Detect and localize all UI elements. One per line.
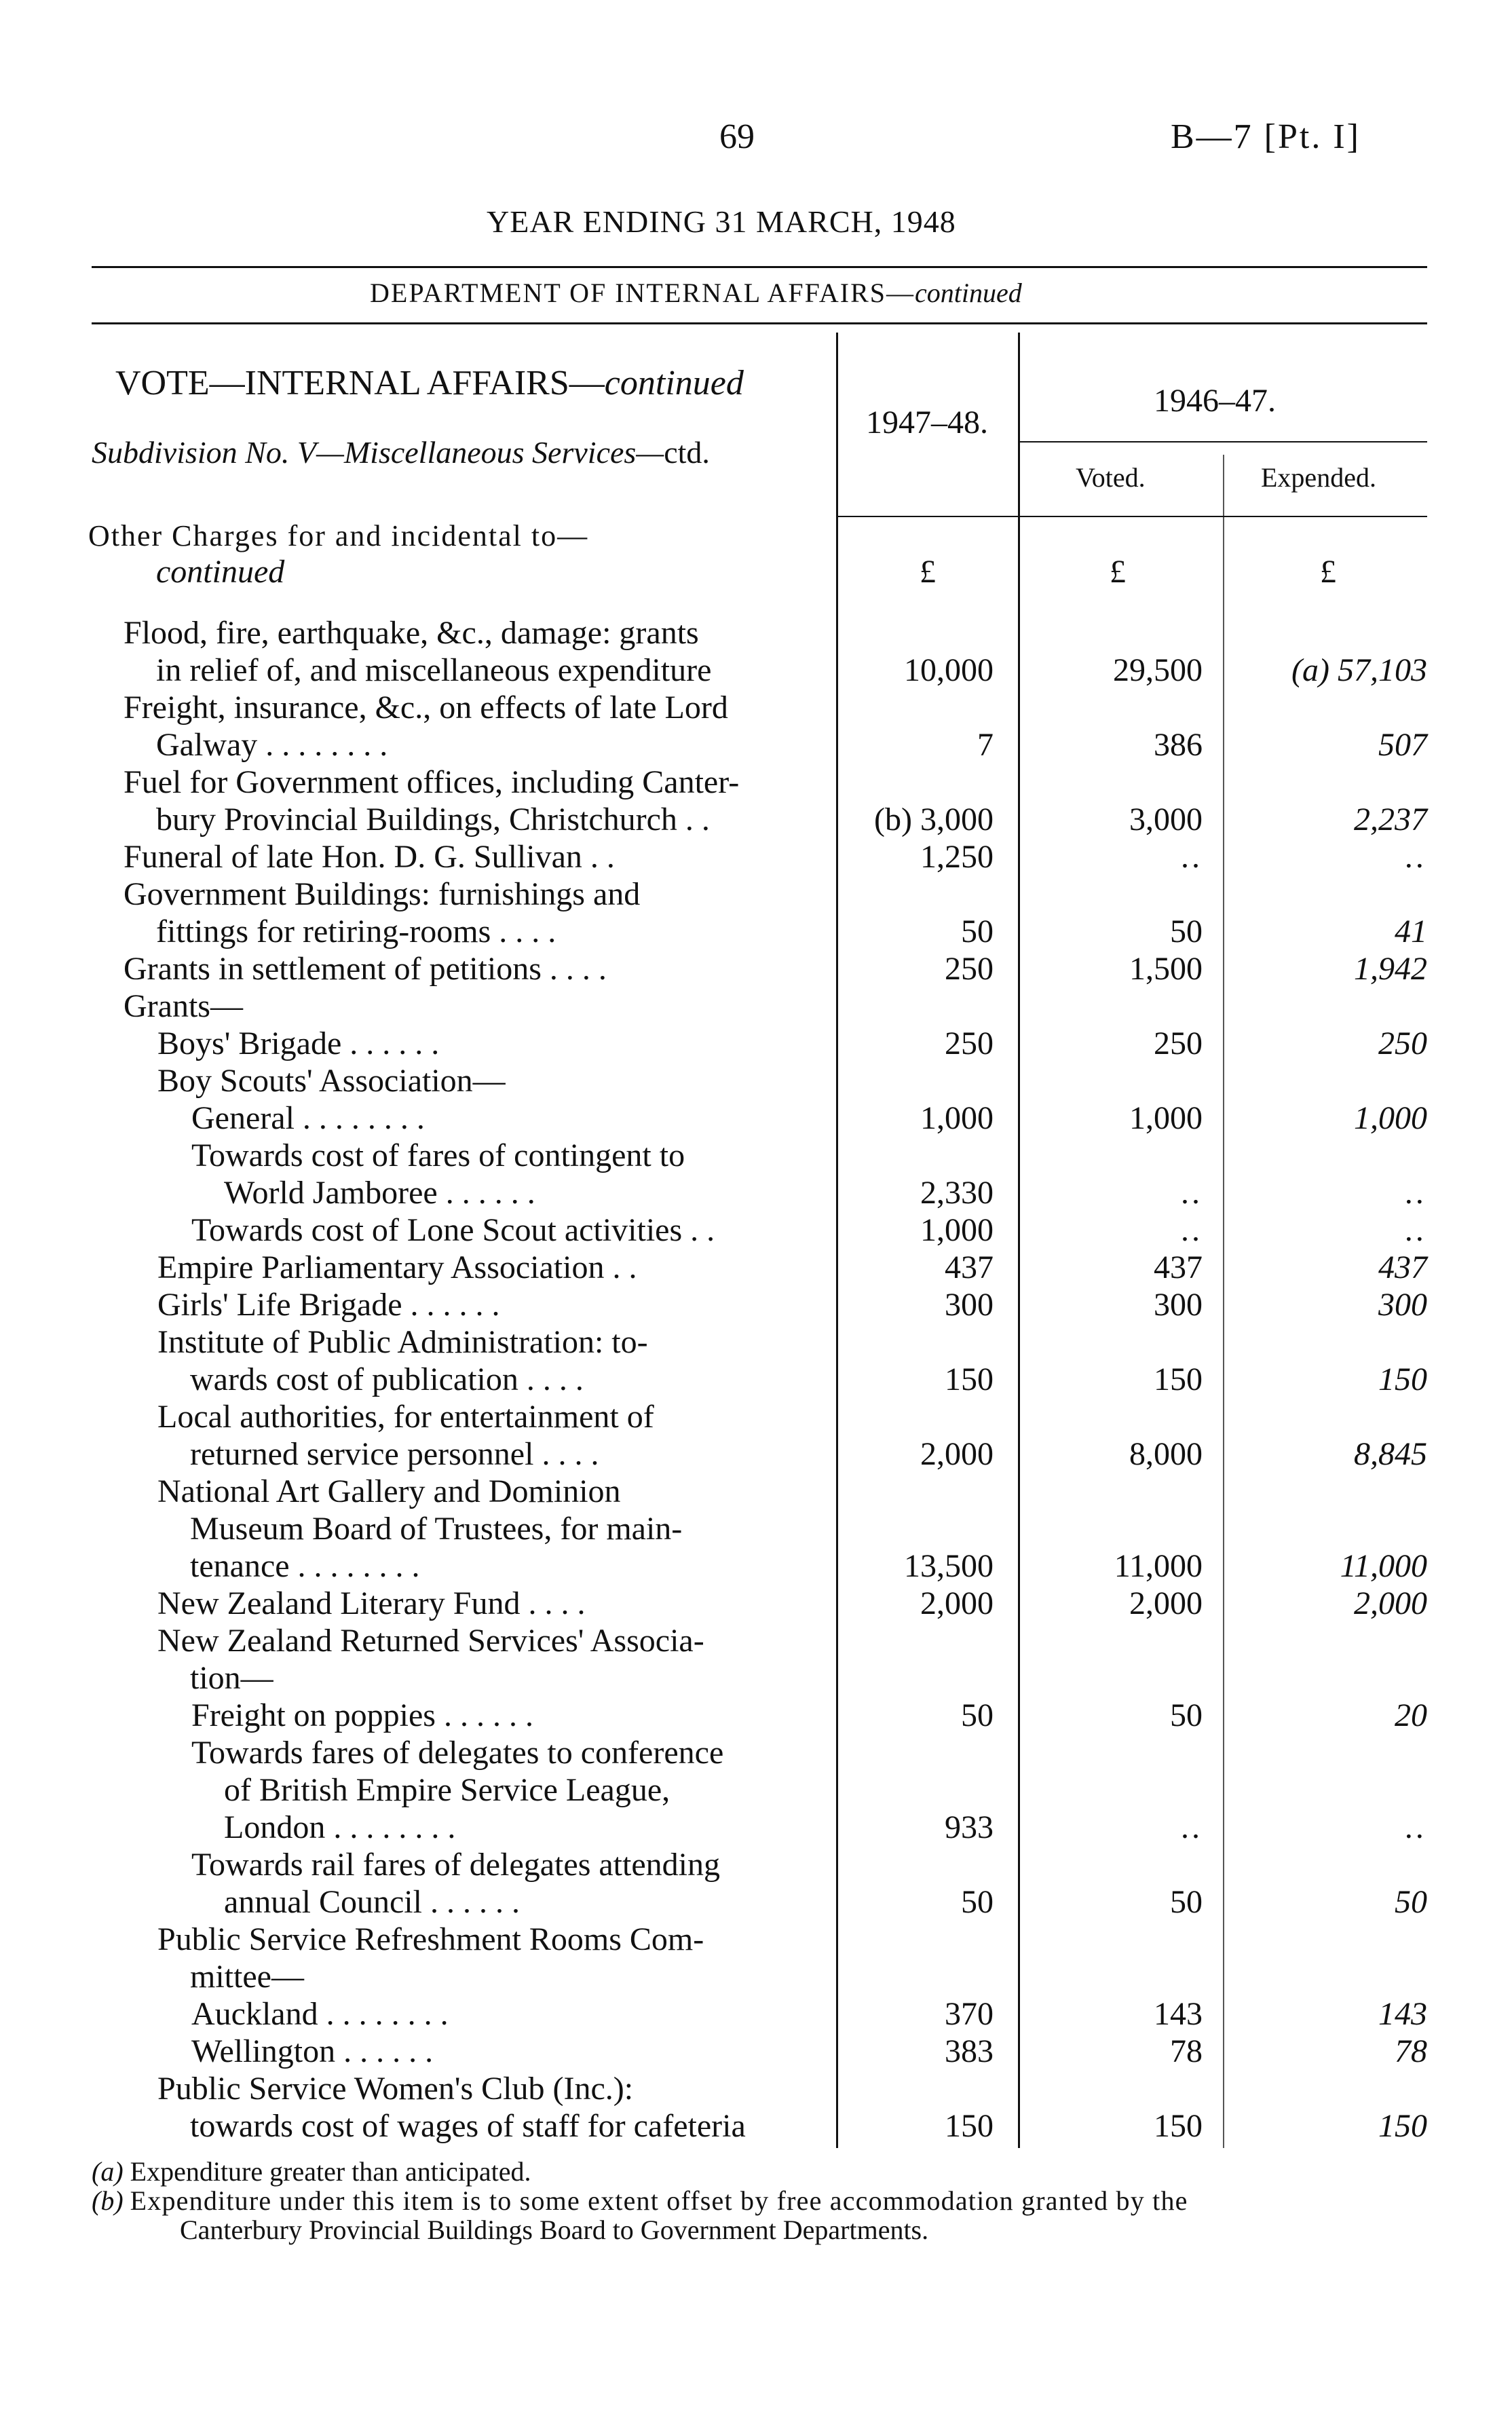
row-1-expended: 507 [1378,727,1427,763]
footnote-b [92,2185,1429,2217]
row-20-v1947: 933 [945,1809,994,1845]
row-14-description-line-1: wards cost of publication . . . . [190,1361,584,1397]
footnote-a-mark: (a) [92,2156,124,2187]
row-13-v1947: 300 [945,1287,994,1323]
row-0-voted: 29,500 [1113,652,1203,688]
row-23-expended: 143 [1378,1996,1427,2032]
row-12-voted: 437 [1154,1249,1203,1285]
page-number: 69 [719,117,755,156]
row-17-voted: 2,000 [1129,1585,1203,1621]
vote-continued: continued [604,364,744,402]
row-15-expended: 8,845 [1354,1436,1427,1472]
column-header-1947-48: 1947–48. [866,404,988,440]
rule-under-colheads [836,516,1427,517]
row-15-description-line-0: Local authorities, for entertainment of [157,1399,654,1435]
footnote-a-text: Expenditure greater than anticipated. [130,2156,531,2187]
row-13-voted: 300 [1154,1287,1203,1323]
row-9-expended: 1,000 [1354,1100,1427,1136]
row-16-description-line-2: tenance . . . . . . . . [190,1548,420,1584]
row-3-v1947: 1,250 [920,839,994,875]
department-continued: continued [915,278,1022,308]
subdivision-title: Subdivision No. V—Miscellaneous Services— [92,435,664,470]
row-20-voted: .. [1181,1809,1203,1845]
row-1-description-line-0: Freight, insurance, &c., on effects of late Lord [124,690,728,726]
row-7-v1947: 250 [945,1025,994,1061]
column-header-voted: Voted. [1076,462,1146,493]
row-17-v1947: 2,000 [920,1585,994,1621]
rule-top [92,266,1427,268]
rule-under-1946 [1018,441,1427,443]
department-heading [370,277,1022,309]
subdivision-ctd: ctd. [664,435,710,470]
row-20-description-line-1: of British Empire Service League, [224,1772,670,1808]
row-16-v1947: 13,500 [904,1548,994,1584]
row-11-v1947: 1,000 [920,1212,994,1248]
row-2-v1947: (b) 3,000 [874,802,994,837]
row-13-expended: 300 [1378,1287,1427,1323]
year-heading: YEAR ENDING 31 MARCH, 1948 [487,204,956,239]
row-21-voted: 50 [1170,1884,1203,1920]
row-15-v1947: 2,000 [920,1436,994,1472]
row-25-expended: 150 [1378,2108,1427,2144]
row-2-description-line-1: bury Provincial Buildings, Christchurch . . [156,802,710,837]
subdivision-heading [92,434,710,470]
column-header-1946-47: 1946–47. [1154,383,1276,419]
currency-voted: £ [1110,554,1126,590]
row-7-description-line-0: Boys' Brigade . . . . . . [157,1025,440,1061]
rule-under-department [92,322,1427,324]
department-title: DEPARTMENT OF INTERNAL AFFAIRS— [370,278,915,308]
row-5-description-line-0: Grants in settlement of petitions . . . . [124,951,607,987]
row-14-description-line-0: Institute of Public Administration: to- [157,1324,648,1360]
row-0-v1947: 10,000 [904,652,994,688]
row-21-description-line-1: annual Council . . . . . . [224,1884,520,1920]
row-22-description-line-1: mittee— [190,1959,304,1995]
row-7-voted: 250 [1154,1025,1203,1061]
row-18-description-line-0: New Zealand Returned Services' Associa- [157,1623,704,1659]
row-24-voted: 78 [1170,2033,1203,2069]
row-4-description-line-1: fittings for retiring-rooms . . . . [156,914,556,949]
row-19-voted: 50 [1170,1697,1203,1733]
vote-title: VOTE—INTERNAL AFFAIRS— [115,364,605,402]
row-10-voted: .. [1181,1175,1203,1211]
row-12-description-line-0: Empire Parliamentary Association . . [157,1249,637,1285]
row-2-expended: 2,237 [1354,802,1427,837]
row-14-voted: 150 [1154,1361,1203,1397]
row-5-expended: 1,942 [1354,951,1427,987]
row-9-description-line-0: General . . . . . . . . [191,1100,425,1136]
row-4-description-line-0: Government Buildings: furnishings and [124,876,641,912]
row-24-expended: 78 [1395,2033,1427,2069]
row-12-expended: 437 [1378,1249,1427,1285]
row-20-description-line-0: Towards fares of delegates to conference [191,1735,724,1771]
row-14-v1947: 150 [945,1361,994,1397]
row-25-description-line-0: Public Service Women's Club (Inc.): [157,2071,634,2107]
row-9-v1947: 1,000 [920,1100,994,1136]
row-10-v1947: 2,330 [920,1175,994,1211]
footnote-b-text-1: Expenditure under this item is to some extent offset by free accommodation granted by the [130,2185,1188,2216]
row-16-description-line-0: National Art Gallery and Dominion [157,1473,621,1509]
row-22-description-line-0: Public Service Refreshment Rooms Com- [157,1921,704,1957]
row-10-description-line-0: Towards cost of fares of contingent to [191,1137,685,1173]
row-1-v1947: 7 [977,727,994,763]
row-3-voted: .. [1181,839,1203,875]
row-7-expended: 250 [1378,1025,1427,1061]
row-4-v1947: 50 [961,914,994,949]
row-24-description-line-0: Wellington . . . . . . [191,2033,434,2069]
row-1-voted: 386 [1154,727,1203,763]
column-header-expended: Expended. [1261,462,1376,493]
row-16-description-line-1: Museum Board of Trustees, for main- [190,1511,683,1547]
row-17-description-line-0: New Zealand Literary Fund . . . . [157,1585,586,1621]
currency-1947: £ [920,554,936,590]
row-1-description-line-1: Galway . . . . . . . . [156,727,388,763]
row-21-description-line-0: Towards rail fares of delegates attending [191,1847,720,1883]
row-5-v1947: 250 [945,951,994,987]
document-reference: B—7 [Pt. I] [1171,117,1361,156]
row-19-description-line-0: Freight on poppies . . . . . . [191,1697,533,1733]
row-2-voted: 3,000 [1129,802,1203,837]
row-25-voted: 150 [1154,2108,1203,2144]
row-23-v1947: 370 [945,1996,994,2032]
row-11-expended: .. [1405,1212,1427,1248]
row-19-expended: 20 [1395,1697,1427,1733]
row-0-description-line-1: in relief of, and miscellaneous expenditure [156,652,712,688]
row-25-description-line-1: towards cost of wages of staff for cafeteria [190,2108,746,2144]
row-4-voted: 50 [1170,914,1203,949]
row-5-voted: 1,500 [1129,951,1203,987]
row-13-description-line-0: Girls' Life Brigade . . . . . . [157,1287,500,1323]
row-25-v1947: 150 [945,2108,994,2144]
row-15-description-line-1: returned service personnel . . . . [190,1436,599,1472]
row-3-description-line-0: Funeral of late Hon. D. G. Sullivan . . [124,839,615,875]
row-18-description-line-1: tion— [190,1660,273,1696]
row-23-description-line-0: Auckland . . . . . . . . [191,1996,449,2032]
currency-expended: £ [1320,554,1336,590]
row-16-voted: 11,000 [1114,1548,1203,1584]
footnote-b-mark: (b) [92,2185,124,2216]
row-10-expended: .. [1405,1175,1427,1211]
row-23-voted: 143 [1154,1996,1203,2032]
other-charges-heading: Other Charges for and incidental to— [88,519,589,552]
row-15-voted: 8,000 [1129,1436,1203,1472]
row-24-v1947: 383 [945,2033,994,2069]
row-11-description-line-0: Towards cost of Lone Scout activities . . [191,1212,715,1248]
row-3-expended: .. [1405,839,1427,875]
row-20-description-line-2: London . . . . . . . . [224,1809,456,1845]
footnote-b-continuation: Canterbury Provincial Buildings Board to Government Departments. [180,2215,929,2245]
row-17-expended: 2,000 [1354,1585,1427,1621]
row-9-voted: 1,000 [1129,1100,1203,1136]
row-8-description-line-0: Boy Scouts' Association— [157,1063,506,1099]
row-0-description-line-0: Flood, fire, earthquake, &c., damage: grants [124,615,699,651]
row-12-v1947: 437 [945,1249,994,1285]
footnote-a [92,2155,531,2187]
row-16-expended: 11,000 [1340,1548,1427,1584]
row-10-description-line-1: World Jamboree . . . . . . [224,1175,535,1211]
row-19-v1947: 50 [961,1697,994,1733]
row-2-description-line-0: Fuel for Government offices, including Canter- [124,764,740,800]
row-14-expended: 150 [1378,1361,1427,1397]
row-0-expended: (a) 57,103 [1291,652,1427,688]
row-11-voted: .. [1181,1212,1203,1248]
row-6-description-line-0: Grants— [124,988,243,1024]
row-4-expended: 41 [1395,914,1427,949]
other-charges-continued: continued [156,554,285,590]
row-20-expended: .. [1405,1809,1427,1845]
row-21-v1947: 50 [961,1884,994,1920]
vote-heading [115,363,744,403]
row-21-expended: 50 [1395,1884,1427,1920]
